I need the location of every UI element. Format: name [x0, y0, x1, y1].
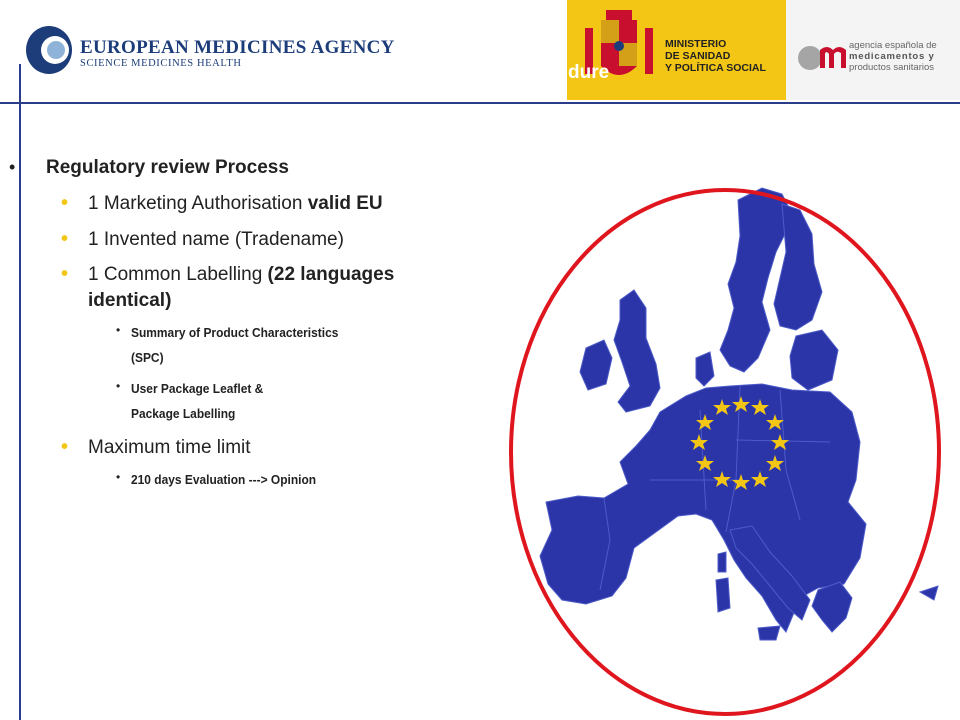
- agency-tagline: SCIENCE MEDICINES HEALTH: [80, 58, 242, 69]
- bullet-dot-icon: •: [61, 192, 69, 214]
- sardinia-shape: [716, 578, 730, 612]
- ireland-shape: [580, 340, 612, 390]
- cyprus-shape: [920, 586, 938, 600]
- bullet-text: 1 Common Labelling: [88, 264, 268, 285]
- bullet-bold-text: valid EU: [307, 193, 383, 214]
- vertical-divider: [19, 64, 21, 720]
- bullet-dot-icon: •: [61, 436, 69, 458]
- heading-bullet: Regulatory review Process: [46, 157, 289, 178]
- bullet-text: 1 Marketing Authorisation: [88, 193, 308, 214]
- slide-title-fragment: dure: [568, 62, 610, 83]
- bullet-dot-icon: •: [61, 263, 69, 285]
- bullet-authorisation: [88, 193, 383, 215]
- aemps-logo-icon: [796, 36, 848, 76]
- ministry-line-2: DE SANIDAD: [665, 50, 731, 62]
- baltics-shape: [790, 330, 838, 390]
- denmark-shape: [696, 352, 714, 386]
- aemps-line-3: productos sanitarios: [849, 62, 935, 73]
- bullet-dot-icon: •: [116, 379, 121, 393]
- header-divider: [0, 102, 960, 104]
- sub-bullet-leaflet-line1: User Package Leaflet &: [131, 381, 264, 396]
- corsica-shape: [718, 552, 726, 572]
- agency-name: EUROPEAN MEDICINES AGENCY: [80, 37, 395, 58]
- bullet-bold-text: (22 languages: [267, 264, 395, 285]
- sub-bullet-leaflet-line2: Package Labelling: [131, 406, 236, 421]
- aemps-line-1: agencia española de: [849, 40, 937, 51]
- bullet-dot-icon: •: [61, 228, 69, 250]
- sub-bullet-spc-line1: Summary of Product Characteristics: [131, 325, 339, 340]
- sub-bullet-spc-line2: (SPC): [131, 350, 164, 365]
- aemps-line-2: medicamentos y: [849, 51, 935, 62]
- aemps-name: [849, 40, 937, 73]
- bullet-invented-name: 1 Invented name (Tradename): [88, 229, 344, 250]
- eu-map: [500, 180, 960, 720]
- bullet-dot-icon: •: [9, 157, 16, 177]
- greece-shape: [812, 582, 852, 632]
- bullet-dot-icon: •: [116, 323, 121, 337]
- bullet-time-limit: Maximum time limit: [88, 437, 251, 458]
- uk-shape: [614, 290, 660, 412]
- ministry-line-1: MINISTERIO: [665, 38, 727, 50]
- ministry-name: [665, 38, 766, 74]
- bullet-labelling: [88, 264, 394, 286]
- sub-bullet-evaluation: 210 days Evaluation ---> Opinion: [131, 472, 317, 487]
- ema-emblem-icon: [25, 24, 81, 80]
- ministry-line-3: Y POLÍTICA SOCIAL: [665, 62, 766, 74]
- sicily-shape: [758, 626, 780, 640]
- bullet-labelling-continued: identical): [88, 290, 172, 311]
- bullet-dot-icon: •: [116, 470, 121, 484]
